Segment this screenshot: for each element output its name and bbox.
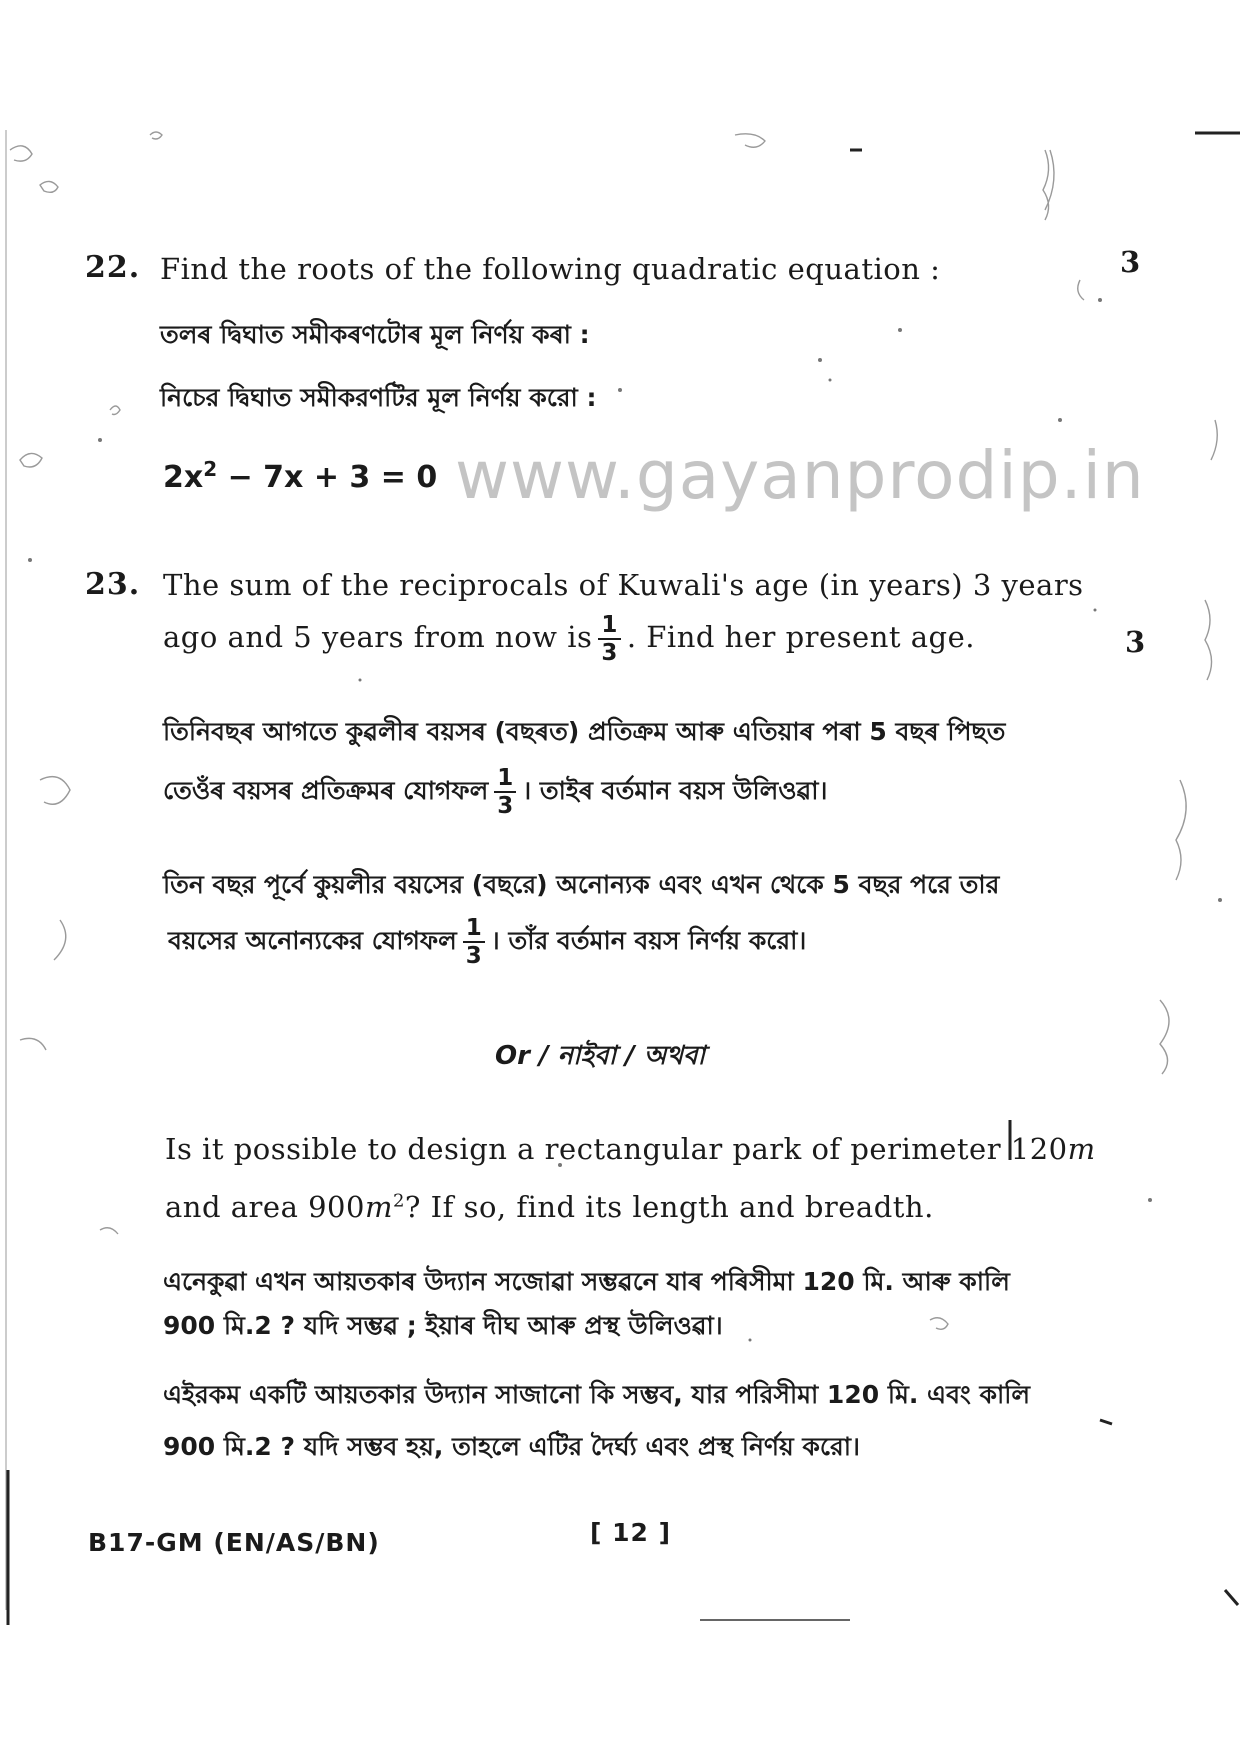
paper-code: B17-GM (EN/AS/BN) <box>88 1528 380 1557</box>
question-22-bengali: নিচের দ্বিঘাত সমীকরণটির মূল নির্ণয় করো : <box>160 383 597 412</box>
alt-assamese-line1: এনেকুৱা এখন আয়তকাৰ উদ্যান সজোৱা সম্ভৱনে যাৰ পৰিসীমা 120 মি. আৰু কালি <box>163 1267 1010 1296</box>
question-22-number: 22. <box>85 250 141 285</box>
question-22-equation: $2x^2 - 7x + 3 = 0$ <box>163 457 438 495</box>
fraction-one-third: $\frac{1}{3}$ <box>463 915 485 969</box>
question-23-assamese-line1: তিনিবছৰ আগতে কুৱলীৰ বয়সৰ (বছৰত) প্ৰতিক্ৰম আৰু এতিয়াৰ পৰা 5 বছৰ পিছত <box>163 717 1006 746</box>
question-23-number: 23. <box>85 567 141 602</box>
alt-english-line2: and area $900m^2$? If so, find its length and breadth. <box>165 1190 934 1224</box>
alt-english-line1: Is it possible to design a rectangular park of perimeter 120m <box>165 1132 1096 1166</box>
question-23-english-line1: The sum of the reciprocals of Kuwali's age (in years) 3 years <box>163 568 1084 602</box>
question-23-assamese-line2: তেওঁৰ বয়সৰ প্ৰতিক্ৰমৰ যোগফল $\frac{1}{3}$ । তাইৰ বৰ্তমান বয়স উলিওৱা। <box>163 765 828 819</box>
alt-bengali-line1: এইরকম একটি আয়তকার উদ্যান সাজানো কি সম্ভব, যার পরিসীমা 120 মি. এবং কালি <box>163 1380 1030 1409</box>
watermark: www.gayanprodip.in <box>455 437 1145 514</box>
question-22-marks: 3 <box>1120 245 1141 279</box>
question-23-english-line2: ago and 5 years from now is $\frac{1}{3}$ . Find her present age. <box>163 612 976 666</box>
page-number: [ 12 ] <box>590 1518 672 1547</box>
or-separator: Or / নাইবা / অথবা <box>495 1041 706 1071</box>
fraction-one-third: $\frac{1}{3}$ <box>598 612 621 666</box>
fraction-one-third: $\frac{1}{3}$ <box>494 765 516 819</box>
alt-assamese-line2: 900 মি.2 ? যদি সম্ভৱ ; ইয়াৰ দীঘ আৰু প্ৰস্থ উলিওৱা। <box>163 1311 723 1340</box>
question-23-marks: 3 <box>1125 625 1146 659</box>
question-22-assamese: তলৰ দ্বিঘাত সমীকৰণটোৰ মূল নিৰ্ণয় কৰা : <box>160 320 590 349</box>
question-23-bengali-line2: বয়সের অনোন্যকের যোগফল $\frac{1}{3}$ । তাঁর বর্তমান বয়স নির্ণয় করো। <box>168 915 807 969</box>
question-23-bengali-line1: তিন বছর পূর্বে কুয়লীর বয়সের (বছরে) অনোন্যক এবং এখন থেকে 5 বছর পরে তার <box>163 870 1000 899</box>
question-22-english: Find the roots of the following quadratic equation : <box>160 252 941 286</box>
alt-bengali-line2: 900 মি.2 ? যদি সম্ভব হয়, তাহলে এটির দৈর্ঘ্য এবং প্রস্থ নির্ণয় করো। <box>163 1432 860 1461</box>
